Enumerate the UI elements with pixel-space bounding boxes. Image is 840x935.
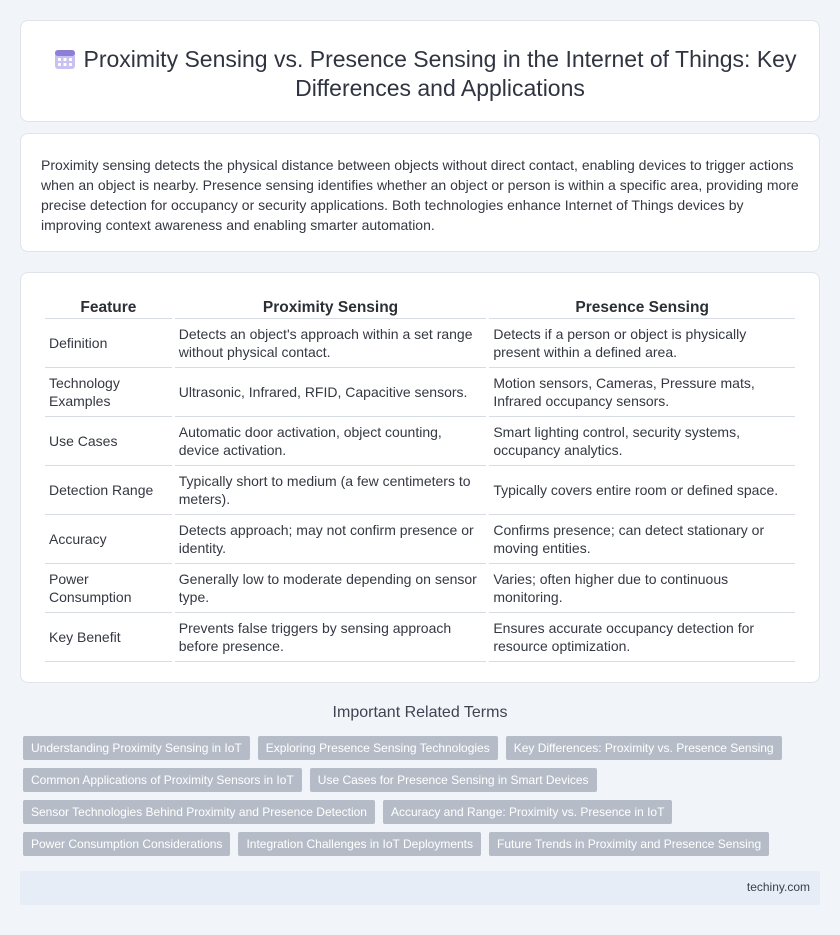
- row-feature: Use Cases: [45, 417, 172, 466]
- row-feature: Technology Examples: [45, 368, 172, 417]
- row-proximity: Automatic door activation, object counting, device activation.: [175, 417, 487, 466]
- related-terms-title: Important Related Terms: [332, 704, 508, 721]
- related-terms-list: [23, 736, 813, 864]
- row-proximity: Prevents false triggers by sensing approach before presence.: [175, 613, 487, 662]
- row-presence: Varies; often higher due to continuous monitoring.: [489, 564, 795, 613]
- table-row: [45, 515, 795, 564]
- row-presence: Ensures accurate occupancy detection for resource optimization.: [489, 613, 795, 662]
- row-presence: Smart lighting control, security systems, occupancy analytics.: [489, 417, 795, 466]
- tag-row: [23, 800, 813, 824]
- header-feature: Feature: [45, 297, 172, 319]
- row-proximity: Generally low to moderate depending on sensor type.: [175, 564, 487, 613]
- header-proximity: Proximity Sensing: [175, 297, 487, 319]
- table-row: [45, 417, 795, 466]
- row-feature: Accuracy: [45, 515, 172, 564]
- related-term-tag[interactable]: Exploring Presence Sensing Technologies: [258, 736, 498, 760]
- table-row: [45, 613, 795, 662]
- row-feature: Key Benefit: [45, 613, 172, 662]
- row-presence: Motion sensors, Cameras, Pressure mats, Infrared occupancy sensors.: [489, 368, 795, 417]
- table-row: [45, 466, 795, 515]
- comparison-table: [42, 297, 798, 662]
- row-presence: Confirms presence; can detect stationary or moving entities.: [489, 515, 795, 564]
- intro-card: [20, 133, 820, 252]
- table-row: [45, 564, 795, 613]
- table-row: [45, 319, 795, 368]
- comparison-card: [20, 272, 820, 683]
- related-term-tag[interactable]: Use Cases for Presence Sensing in Smart Devices: [310, 768, 597, 792]
- header-presence: Presence Sensing: [489, 297, 795, 319]
- footer-bar: [20, 871, 820, 905]
- row-proximity: Ultrasonic, Infrared, RFID, Capacitive sensors.: [175, 368, 487, 417]
- related-term-tag[interactable]: Common Applications of Proximity Sensors in IoT: [23, 768, 302, 792]
- footer-brand[interactable]: techiny.com: [746, 880, 810, 894]
- calendar-grid-icon: [53, 47, 77, 71]
- title-card: [20, 20, 820, 122]
- intro-paragraph: Proximity sensing detects the physical distance between objects without direct contact, enabling devices to trigger actions when an object is nearby. Presence sensing identifies whether an object or person is within a specific area, providing more precise detection for occupancy or security applications. Both technologies enhance Internet of Things devices by improving context awareness and enabling smarter automation.: [41, 157, 799, 233]
- table-row: [45, 368, 795, 417]
- table-header-row: [45, 297, 795, 319]
- row-proximity: Detects an object's approach within a set range without physical contact.: [175, 319, 487, 368]
- related-term-tag[interactable]: Integration Challenges in IoT Deployments: [238, 832, 481, 856]
- row-feature: Definition: [45, 319, 172, 368]
- row-presence: Detects if a person or object is physically present within a defined area.: [489, 319, 795, 368]
- row-proximity: Typically short to medium (a few centimeters to meters).: [175, 466, 487, 515]
- related-term-tag[interactable]: Future Trends in Proximity and Presence Sensing: [489, 832, 769, 856]
- related-term-tag[interactable]: Key Differences: Proximity vs. Presence Sensing: [506, 736, 782, 760]
- row-feature: Power Consumption: [45, 564, 172, 613]
- tag-row: [23, 768, 813, 792]
- row-presence: Typically covers entire room or defined space.: [489, 466, 795, 515]
- row-proximity: Detects approach; may not confirm presence or identity.: [175, 515, 487, 564]
- row-feature: Detection Range: [45, 466, 172, 515]
- tag-row: [23, 832, 813, 856]
- tag-row: [23, 736, 813, 760]
- related-term-tag[interactable]: Accuracy and Range: Proximity vs. Presence in IoT: [383, 800, 672, 824]
- related-term-tag[interactable]: Understanding Proximity Sensing in IoT: [23, 736, 250, 760]
- related-term-tag[interactable]: Sensor Technologies Behind Proximity and Presence Detection: [23, 800, 375, 824]
- page-title: Proximity Sensing vs. Presence Sensing in the Internet of Things: Key Differences and Applications: [83, 46, 797, 101]
- related-term-tag[interactable]: Power Consumption Considerations: [23, 832, 230, 856]
